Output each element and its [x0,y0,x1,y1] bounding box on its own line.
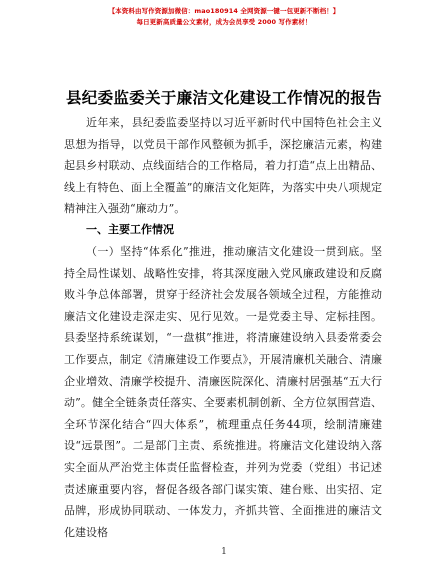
promo-banner-line-1: 【本资料由写作资源加微信：mao180914 全网资源一键一包更新不断档！】 [108,7,340,15]
section-1-block [64,241,382,543]
page-number: 1 [221,547,227,557]
promo-banner [0,6,448,28]
intro-block [64,112,382,220]
promo-banner-line-2: 每日更新高质量公文素材，成为会员享受 2000 写作素材！ [136,18,312,26]
section-1-heading: 一、主要工作情况 [86,223,174,236]
intro-paragraph: 近年来，县纪委监委坚持以习近平新时代中国特色社会主义思想为指导，以党员干部作风整顿为抓手，深挖廉洁元素，构建起县乡村联动、点线面结合的工作格局，着力打造“点上出精品、线上有特色、面上全覆盖”的廉洁文化矩阵，为落实中央八项规定精神注入强劲“廉动力”。 [64,116,382,216]
section-1-paragraph-1: （一）坚持“体系化”推进，推动廉洁文化建设一贯到底。坚持全局性谋划、战略性安排，将其深度融入党风廉政建设和反腐败斗争总体部署，贯穿于经济社会发展各领域全过程，方能推动廉洁文化建设走深走实、见行见效。一是党委主导、定标挂图。县委坚持系统谋划，“一盘棋”推进，将清廉建设纳入县委常委会工作要点，制定《清廉建设工作要点》，开展清廉机关融合、清廉企业增效、清廉学校提升、清廉医院深化、清廉村居强基“五大行动”。健全全链条责任落实、全要素机制创新、全方位氛围营造、全环节深化结合“四大体系”，梳理重点任务44项，绘制清廉建设“远景图”。二是部门主责、系统推进。将廉洁文化建设纳入落实全面从严治党主体责任监督检查，并列为党委（党组）书记述责述廉重要内容，督促各级各部门谋实策、建台账、出实招、定品牌，形成协同联动、一体发力，齐抓共管、全面推进的廉洁文化建设格 [64,245,382,539]
document-title: 县纪委监委关于廉洁文化建设工作情况的报告 [65,89,382,107]
